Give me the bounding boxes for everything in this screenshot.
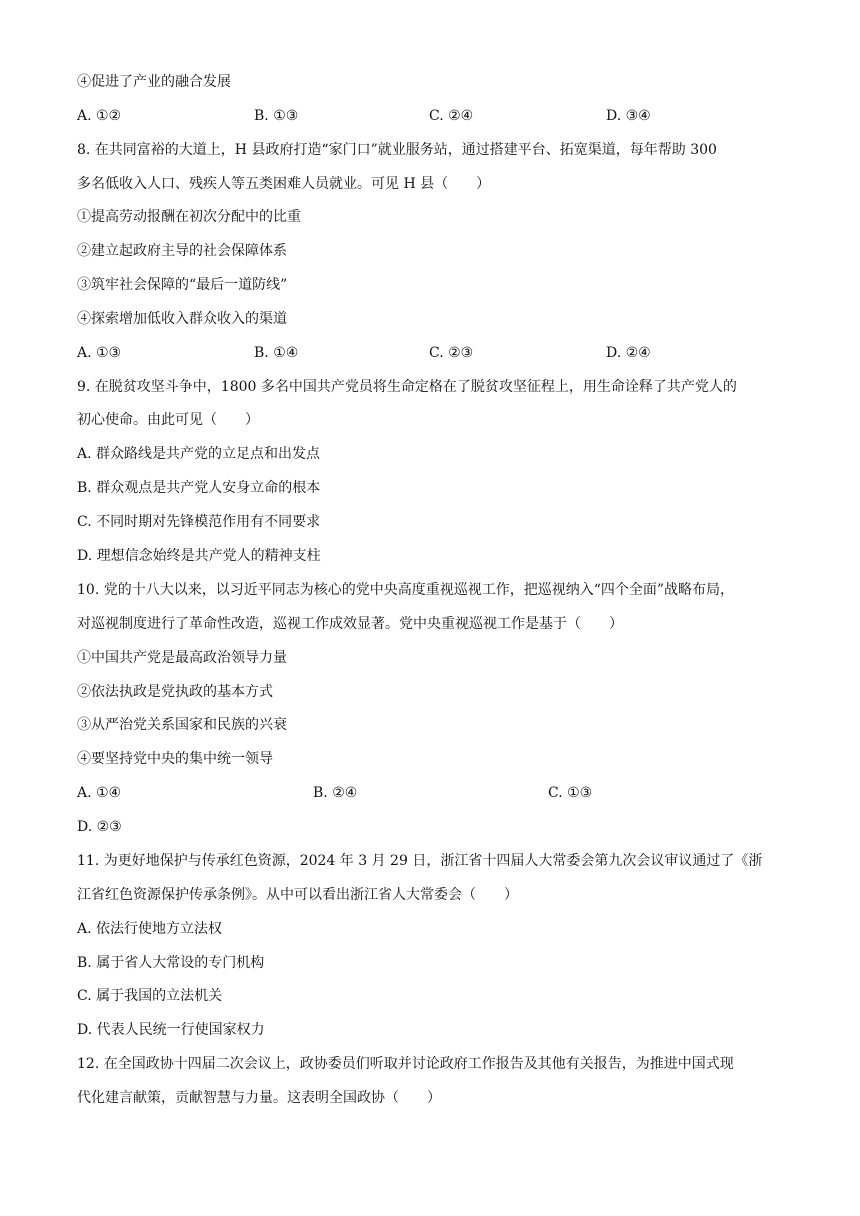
q9-stem-line-1: 9. 在脱贫攻坚斗争中，1800 多名中国共产党员将生命定格在了脱贫攻坚征程上，用生命诠释了共产党人的	[77, 379, 737, 395]
q11-option-b: B. 属于省人大常设的专门机构	[77, 955, 265, 971]
q11-option-a: A. 依法行使地方立法权	[77, 921, 223, 937]
q8-stem-line-2: 多名低收入人口、残疾人等五类困难人员就业。可见 H 县（ ）	[77, 176, 491, 192]
q8-item-3: ③筑牢社会保障的“最后一道防线”	[77, 277, 288, 293]
q7-item-4: ④促进了产业的融合发展	[77, 74, 231, 90]
q8-item-1: ①提高劳动报酬在初次分配中的比重	[77, 209, 301, 225]
q8-option-d: D. ②④	[606, 345, 651, 361]
q9-option-d: D. 理想信念始终是共产党人的精神支柱	[77, 548, 321, 564]
q10-item-2: ②依法执政是党执政的基本方式	[77, 684, 273, 700]
q8-option-a: A. ①③	[77, 345, 122, 361]
q10-option-d: D. ②③	[77, 819, 122, 835]
q7-option-a: A. ①②	[77, 108, 122, 124]
q10-option-c: C. ①③	[548, 785, 593, 801]
q8-item-2: ②建立起政府主导的社会保障体系	[77, 243, 287, 259]
q9-stem-line-2: 初心使命。由此可见（ ）	[77, 412, 259, 428]
q11-stem-line-1: 11. 为更好地保护与传承红色资源，2024 年 3 月 29 日，浙江省十四届人大常委会第九次会议审议通过了《浙	[77, 853, 763, 869]
q10-stem-line-2: 对巡视制度进行了革命性改造，巡视工作成效显著。党中央重视巡视工作是基于（ ）	[77, 616, 623, 632]
q8-stem-line-1: 8. 在共同富裕的大道上，H 县政府打造“家门口”就业服务站，通过搭建平台、拓宽渠道，每年帮助 300	[77, 142, 717, 158]
q11-option-c: C. 属于我国的立法机关	[77, 988, 223, 1004]
q10-stem-line-1: 10. 党的十八大以来，以习近平同志为核心的党中央高度重视巡视工作，把巡视纳入“四个全面”战略布局，	[77, 582, 735, 598]
q7-option-b: B. ①③	[254, 108, 299, 124]
q10-option-a: A. ①④	[77, 785, 122, 801]
q7-option-c: C. ②④	[429, 108, 474, 124]
q8-item-4: ④探索增加低收入群众收入的渠道	[77, 311, 287, 327]
q12-stem-line-2: 代化建言献策，贡献智慧与力量。这表明全国政协（ ）	[77, 1090, 441, 1106]
q11-stem-line-2: 江省红色资源保护传承条例》。从中可以看出浙江省人大常委会（ ）	[77, 887, 518, 903]
q8-option-c: C. ②③	[429, 345, 474, 361]
q12-stem-line-1: 12. 在全国政协十四届二次会议上，政协委员们听取并讨论政府工作报告及其他有关报告，为推进中国式现	[77, 1056, 734, 1072]
q10-item-1: ①中国共产党是最高政治领导力量	[77, 650, 287, 666]
q10-item-4: ④要坚持党中央的集中统一领导	[77, 751, 273, 767]
q9-option-b: B. 群众观点是共产党人安身立命的根本	[77, 480, 321, 496]
q8-option-b: B. ①④	[254, 345, 299, 361]
q7-option-d: D. ③④	[606, 108, 651, 124]
q11-option-d: D. 代表人民统一行使国家权力	[77, 1022, 265, 1038]
q10-option-b: B. ②④	[313, 785, 358, 801]
q10-item-3: ③从严治党关系国家和民族的兴衰	[77, 717, 287, 733]
q9-option-c: C. 不同时期对先锋模范作用有不同要求	[77, 514, 321, 530]
q9-option-a: A. 群众路线是共产党的立足点和出发点	[77, 446, 321, 462]
